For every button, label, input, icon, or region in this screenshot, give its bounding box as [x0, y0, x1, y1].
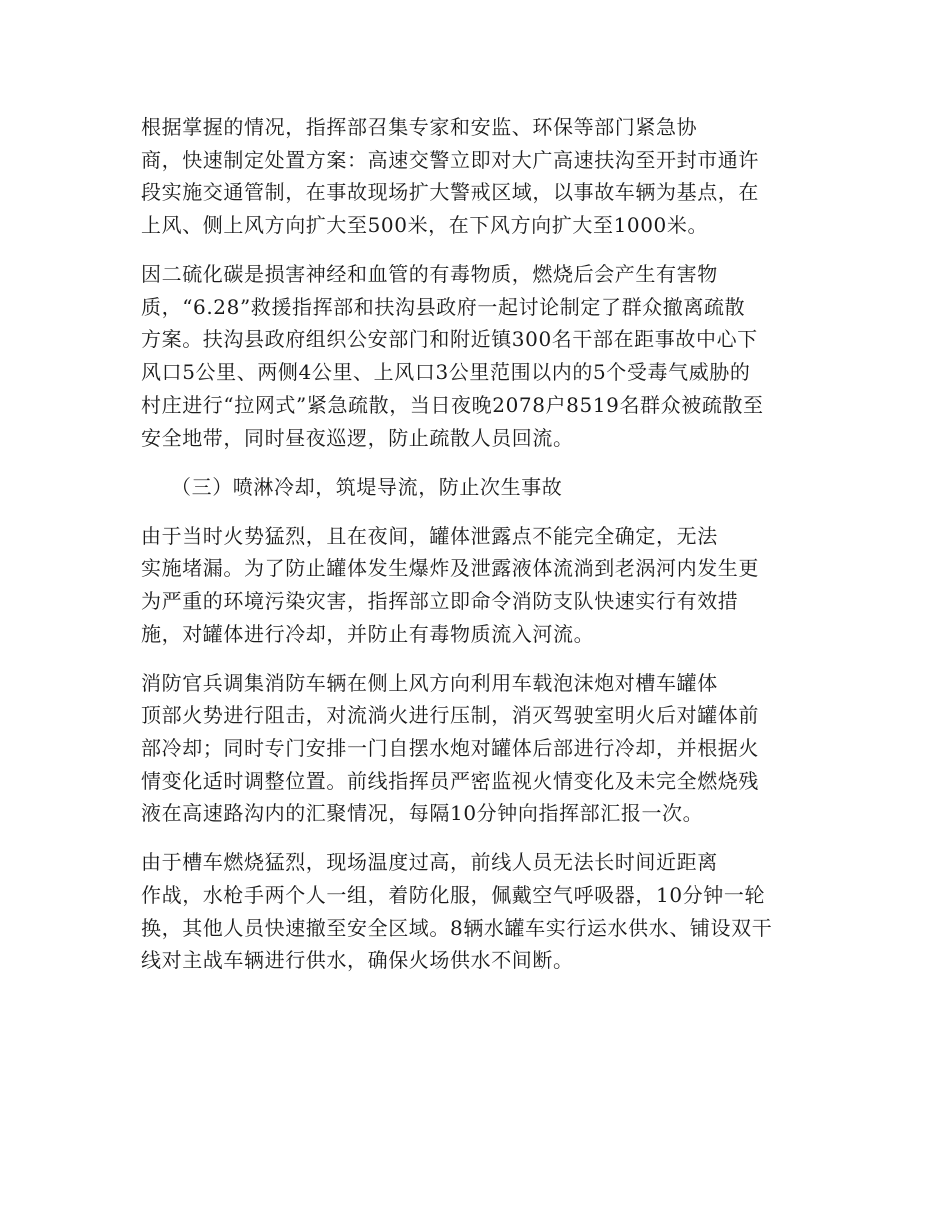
- text-line: 段实施交通管制，在事故现场扩大警戒区域，以事故车辆为基点，在: [141, 180, 759, 205]
- paragraph-evacuation: [141, 260, 811, 452]
- text-line: 由于槽车燃烧猛烈，现场温度过高，前线人员无法长时间近距离: [141, 850, 718, 875]
- text-line: 顶部火势进行阻击，对流淌火进行压制，消灭驾驶室明火后对罐体前: [141, 703, 759, 728]
- paragraph-firefighting: [141, 669, 811, 829]
- text-line: 线对主战车辆进行供水，确保火场供水不间断。: [141, 948, 574, 973]
- paragraph-cooling-order: [141, 522, 811, 649]
- text-line: 作战，水枪手两个人一组，着防化服，佩戴空气呼吸器，10分钟一轮: [141, 883, 766, 907]
- text-line: 安全地带，同时昼夜巡逻，防止疏散人员回流。: [141, 425, 574, 450]
- section-heading: [141, 473, 811, 502]
- text-line: 上风、侧上风方向扩大至500米，在下风方向扩大至1000米。: [141, 213, 709, 238]
- text-line: 情变化适时调整位置。前线指挥员严密监视火情变化及未完全燃烧残: [141, 768, 759, 793]
- text-line: 根据掌握的情况，指挥部召集专家和安监、环保等部门紧急协: [141, 115, 698, 139]
- text-line: 质，“6.28”救援指挥部和扶沟县政府一起讨论制定了群众撤离疏散: [141, 294, 746, 319]
- text-line: 由于当时火势猛烈，且在夜间，罐体泄露点不能完全确定，无法: [141, 523, 718, 548]
- text-line: 风口5公里、两侧4公里、上风口3公里范围以内的5个受毒气威胁的: [141, 360, 751, 385]
- text-line: 因二硫化碳是损害神经和血管的有毒物质，燃烧后会产生有害物: [141, 262, 718, 287]
- text-line: 村庄进行“拉网式”紧急疏散，当日夜晚2078户8519名群众被疏散至: [141, 392, 764, 417]
- document-body: [141, 113, 811, 995]
- paragraph-cordon: [141, 113, 811, 240]
- text-line: 消防官兵调集消防车辆在侧上风方向利用车载泡沫炮对槽车罐体: [141, 670, 718, 695]
- text-line: 部冷却；同时专门安排一门自摆水炮对罐体后部进行冷却，并根据火: [141, 735, 759, 760]
- heading-text: （三）喷淋冷却，筑堤导流，防止次生事故: [171, 474, 563, 499]
- text-line: 液在高速路沟内的汇聚情况，每隔10分钟向指挥部汇报一次。: [141, 801, 704, 826]
- text-line: 商，快速制定处置方案：高速交警立即对大广高速扶沟至开封市通许: [141, 147, 759, 172]
- text-line: 方案。扶沟县政府组织公安部门和附近镇300名干部在距事故中心下: [141, 327, 758, 352]
- text-line: 实施堵漏。为了防止罐体发生爆炸及泄露液体流淌到老涡河内发生更: [141, 556, 759, 581]
- text-line: 施，对罐体进行冷却，并防止有毒物质流入河流。: [141, 621, 595, 646]
- paragraph-water-supply: [141, 848, 811, 975]
- text-line: 换，其他人员快速撤至安全区域。8辆水罐车实行运水供水、铺设双干: [141, 915, 773, 940]
- text-line: 为严重的环境污染灾害，指挥部立即命令消防支队快速实行有效措: [141, 588, 739, 613]
